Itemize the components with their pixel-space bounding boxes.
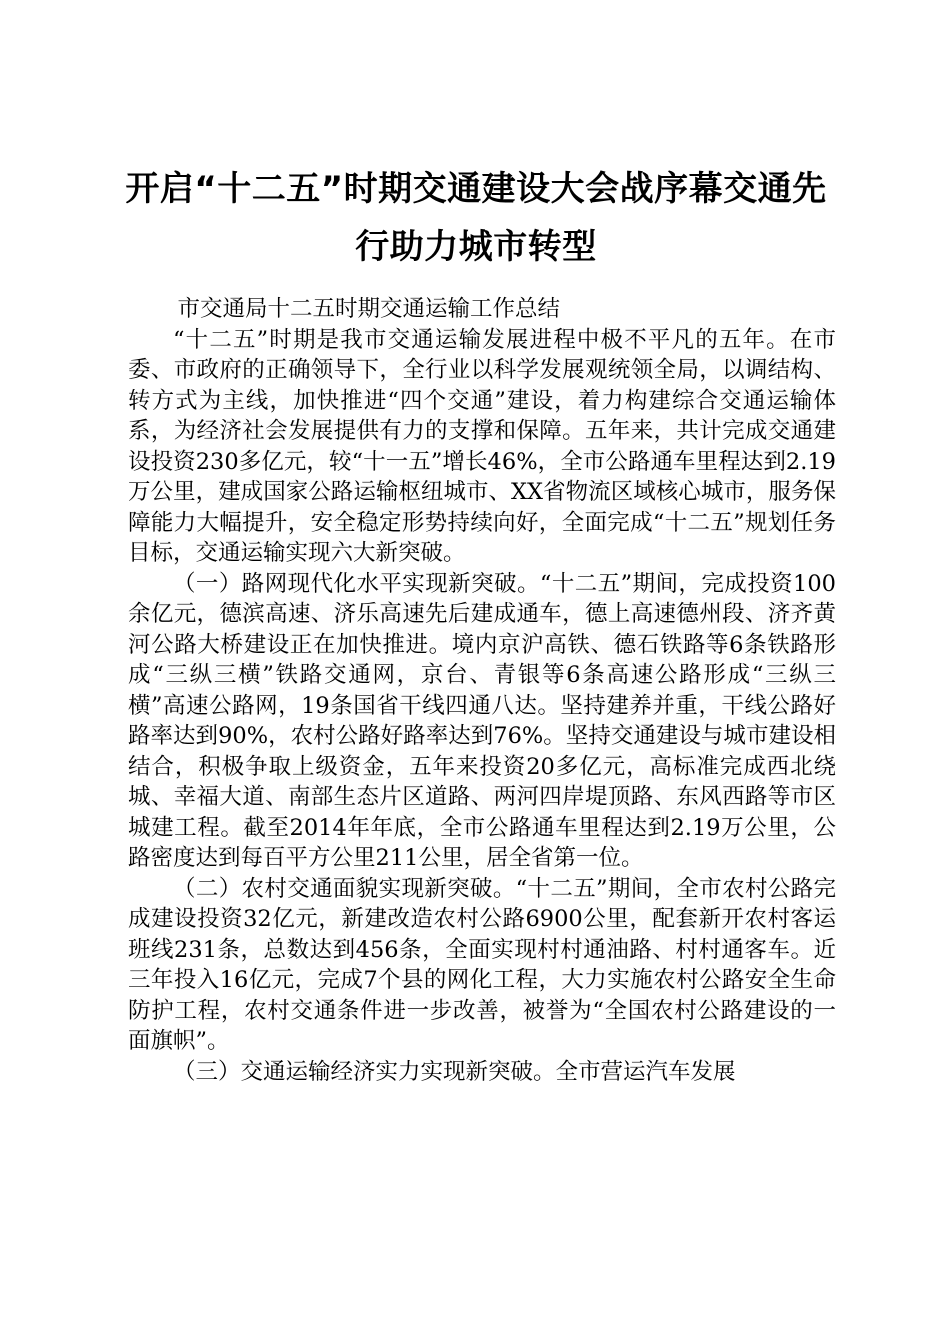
document-subtitle: 市交通局十二五时期交通运输工作总结 (177, 296, 561, 322)
paragraph-section-3: （三）交通运输经济实力实现新突破。全市营运汽车发展 (173, 1058, 736, 1085)
document-body (128, 294, 836, 1087)
paragraph-intro: “十二五”时期是我市交通运输发展进程中极不平凡的五年。在市委、市政府的正确领导下，全行业以科学发展观统领全局，以调结构、转方式为主线，加快推进“四个交通”建设，着力构建综合交通运输体系，为经济社会发展提供有力的支撑和保障。五年来，共计完成交通建设投资230多亿元，较“十一五”增长46%，全市公路通车里程达到2.19万公里，建成国家公路运输枢纽城市、XX省物流区域核心城市，服务保障能力大幅提升，安全稳定形势持续向好，全面完成“十二五”规划任务目标，交通运输实现六大新突破。 (128, 326, 836, 566)
paragraph-section-2: （二）农村交通面貌实现新突破。“十二五”期间，全市农村公路完成建设投资32亿元，新建改造农村公路6900公里，配套新开农村客运班线231条，总数达到456条，全面实现村村通油路、村村通客车。近三年投入16亿元，完成7个县的网化工程，大力实施农村公路安全生命防护工程，农村交通条件进一步改善，被誉为“全国农村公路建设的一面旗帜”。 (128, 875, 836, 1054)
document-title: 开启“十二五”时期交通建设大会战序幕交通先行助力城市转型 (125, 169, 827, 267)
paragraph-section-1: （一）路网现代化水平实现新突破。“十二五”期间，完成投资100余亿元，德滨高速、济乐高速先后建成通车，德上高速德州段、济齐黄河公路大桥建设正在加快推进。境内京沪高铁、德石铁路等6条铁路形成“三纵三横”铁路交通网，京台、青银等6条高速公路形成“三纵三横”高速公路网，19条国省干线四通八达。坚持建养并重，干线公路好路率达到90%，农村公路好路率达到76%。坚持交通建设与城市建设相结合，积极争取上级资金，五年来投资20多亿元，高标准完成西北绕城、幸福大道、南部生态片区道路、两河四岸堤顶路、东风西路等市区城建工程。截至2014年年底，全市公路通车里程达到2.19万公里，公路密度达到每百平方公里211公里，居全省第一位。 (128, 570, 836, 871)
